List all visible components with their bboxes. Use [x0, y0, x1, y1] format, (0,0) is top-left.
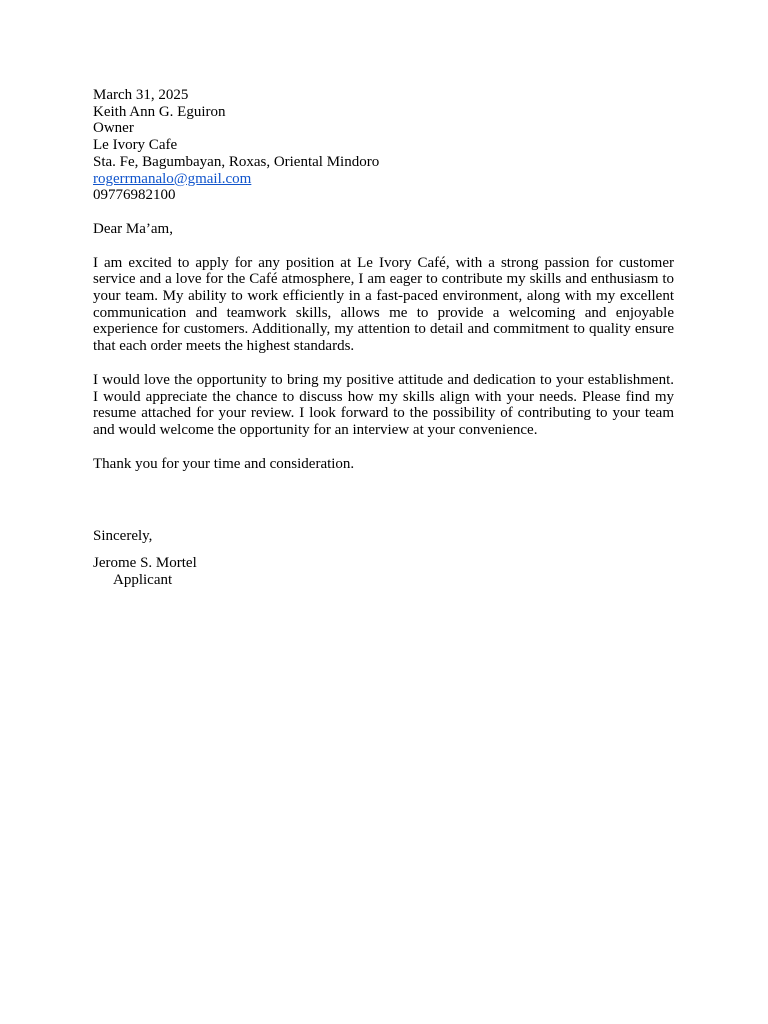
body-paragraph-2: I would love the opportunity to bring my positive attitude and dedication to your establishment. I would appreciate the chance to discuss how my skills align with your needs. Please find my resume attached for your review. I look forward to the possibility of contributing to your team and would welcome the opportunity for an interview at your convenience. [93, 371, 674, 438]
recipient-company: Le Ivory Cafe [93, 137, 178, 154]
recipient-name: Keith Ann G. Eguiron [93, 103, 226, 120]
recipient-title: Owner [93, 120, 134, 137]
letter-header [93, 87, 674, 204]
thanks-line: Thank you for your time and consideration. [93, 455, 355, 472]
cover-letter [93, 87, 674, 588]
phone-number: 09776982100 [93, 187, 176, 204]
salutation: Dear Ma’am, [93, 220, 173, 237]
closing: Sincerely, [93, 528, 153, 545]
signature-title: Applicant [113, 571, 173, 588]
letter-date: March 31, 2025 [93, 87, 189, 103]
signature-name: Jerome S. Mortel [93, 555, 197, 572]
recipient-address: Sta. Fe, Bagumbayan, Roxas, Oriental Mindoro [93, 153, 380, 170]
email-link[interactable]: rogerrmanalo@gmail.com [93, 170, 252, 187]
body-paragraph-1: I am excited to apply for any position at Le Ivory Café, with a strong passion for customer service and a love for the Café atmosphere, I am eager to contribute my skills and enthusiasm to your team. My ability to work efficiently in a fast-paced environment, along with my excellent communication and teamwork skills, allows me to provide a welcoming and enjoyable experience for customers. Additionally, my attention to detail and commitment to quality ensure that each order meets the highest standards. [93, 254, 674, 355]
